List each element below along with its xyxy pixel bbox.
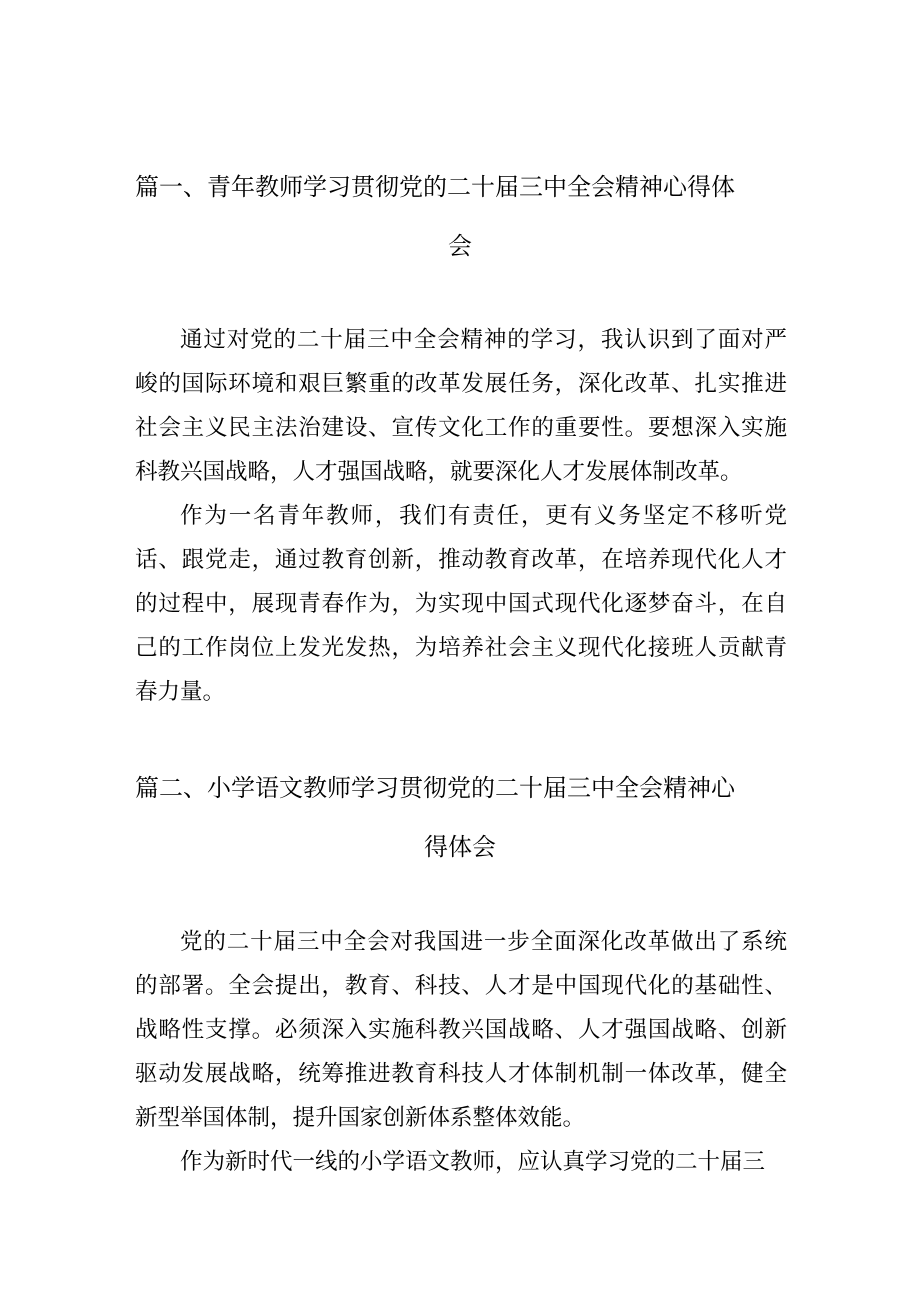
section-1-paragraph-2: 作为一名青年教师，我们有责任，更有义务坚定不移听党话、跟党走，通过教育创新，推动教育改革，在培养现代化人才的过程中，展现青春作为，为实现中国式现代化逐梦奋斗，在自己的工作岗位上发光发热，为培养社会主义现代化接班人贡献青春力量。 [135,503,787,705]
section-1-title: 篇一、青年教师学习贯彻党的二十届三中全会精神心得体 [135,173,735,201]
section-1-title-continuation: 会 [448,232,472,260]
section-2-paragraph-1: 党的二十届三中全会对我国进一步全面深化改革做出了系统的部署。全会提出，教育、科技、人才是中国现代化的基础性、战略性支撑。必须深入实施科教兴国战略、人才强国战略、创新驱动发展战略，统筹推进教育科技人才体制机制一体改革，健全新型举国体制，提升国家创新体系整体效能。 [135,929,787,1131]
section-1-paragraph-1: 通过对党的二十届三中全会精神的学习，我认识到了面对严峻的国际环境和艰巨繁重的改革发展任务，深化改革、扎实推进社会主义民主法治建设、宣传文化工作的重要性。要想深入实施科教兴国战略，人才强国战略，就要深化人才发展体制改革。 [135,327,787,485]
section-2-title: 篇二、小学语文教师学习贯彻党的二十届三中全会精神心 [135,774,735,802]
section-2-title-continuation: 得体会 [424,833,496,861]
section-2-paragraph-2: 作为新时代一线的小学语文教师，应认真学习党的二十届三 [180,1149,766,1175]
